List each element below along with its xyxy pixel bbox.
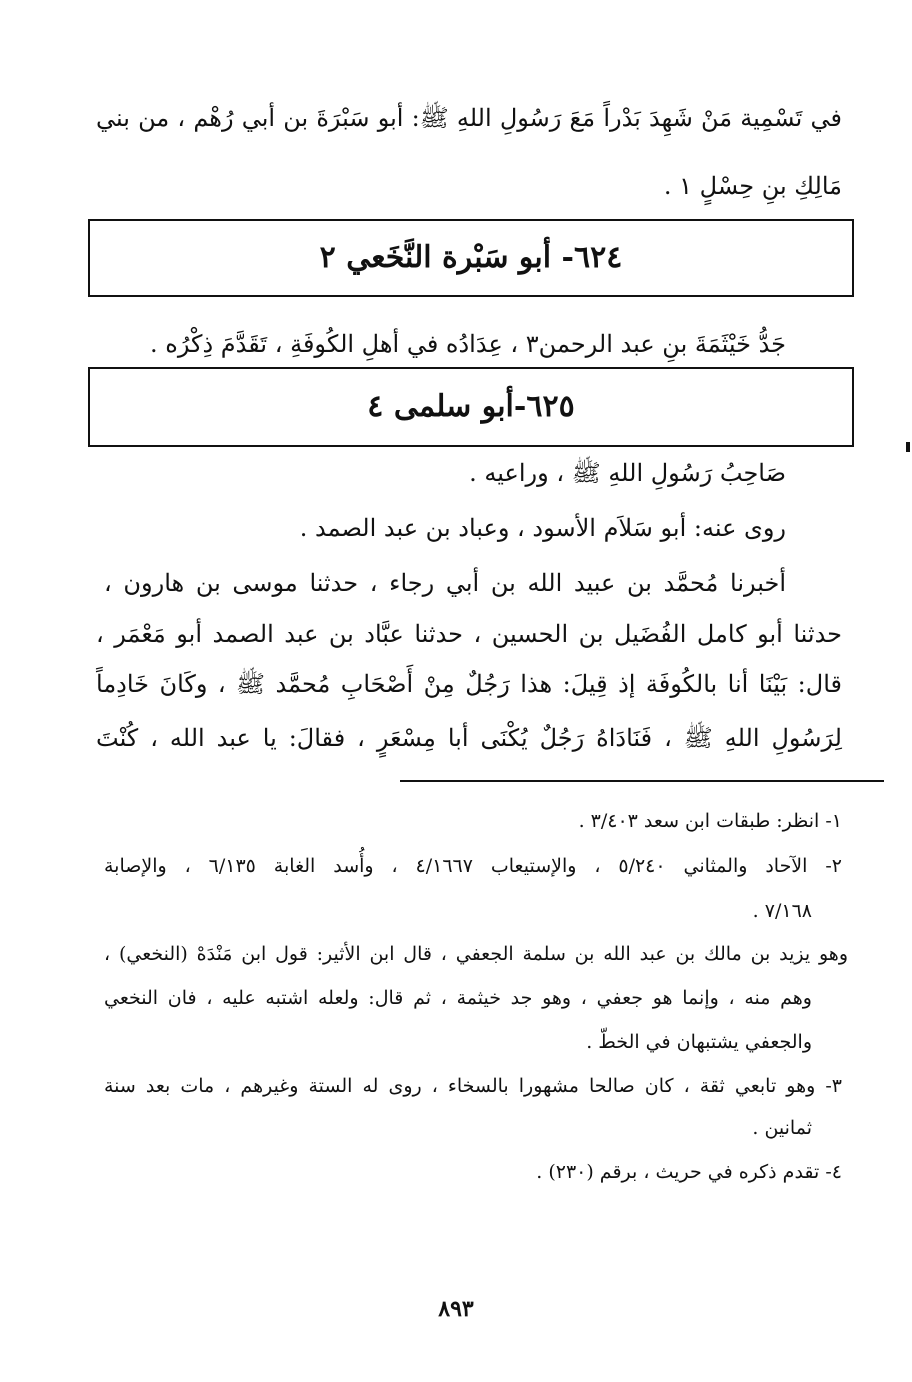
entry-625-line-1: صَاحِبُ رَسُولِ اللهِ ﷺ ، وراعيه .: [469, 459, 786, 487]
entry-625-line-3: أخبرنا مُحمَّد بن عبيد الله بن أبي رجاء ، حدثنا موسى بن هارون ،: [104, 569, 786, 597]
footnote-2-line-4: وهم منه ، وإنما هو جعفي ، وهو جد خيثمة ، ثم قال: ولعله اشتبه عليه ، فان النخعي: [104, 987, 812, 1009]
intro-line-1: في تَسْمِية مَنْ شَهِدَ بَدْراً مَعَ رَسُولِ اللهِ ﷺ: أبو سَبْرَةَ بن أبي رُهْم ، من بني: [96, 104, 842, 132]
entry-625-heading-box: [88, 367, 854, 447]
entry-625-line-6: لِرَسُولِ اللهِ ﷺ ، فَنَادَاهُ رَجُلٌ يُكْنَى أبا مِسْعَرٍ ، فقالَ: يا عبد الله ، كُنْتَ: [96, 724, 842, 752]
entry-624-heading: ٦٢٤- أبو سَبْرة النَّخَعي ٢: [319, 240, 623, 275]
footnote-3-line-2: ثمانين .: [752, 1117, 812, 1139]
entry-624-text: جَدُّ خَيْثَمَةَ بنِ عبد الرحمن٣ ، عِدَادُه في أهلِ الكُوفَةِ ، تَقَدَّمَ ذِكْرُه .: [149, 330, 786, 358]
page-number: ٨٩٣: [438, 1296, 474, 1322]
footnote-1: ١- انظر: طبقات ابن سعد ٣/٤٠٣ .: [578, 810, 842, 832]
footnote-2-line-1: ٢- الآحاد والمثاني ٥/٢٤٠ ، والإستيعاب ٤/١٦٦٧ ، وأُسد الغابة ٦/١٣٥ ، والإصابة: [104, 855, 842, 877]
footnote-2-line-5: والجعفي يشتبهان في الخطّ .: [586, 1031, 812, 1053]
entry-625-heading: ٦٢٥-أبو سلمى ٤: [367, 389, 575, 424]
entry-625-line-4: حدثنا أبو كامل الفُضَيل بن الحسين ، حدثنا عبَّاد بن عبد الصمد أبو مَعْمَر ،: [96, 620, 842, 648]
entry-625-line-2: روى عنه: أبو سَلاَم الأسود ، وعباد بن عبد الصمد .: [299, 514, 786, 542]
intro-line-2: مَالِكِ بنِ حِسْلٍ ١ .: [663, 172, 842, 200]
footnote-2-line-2: ٧/١٦٨ .: [752, 900, 812, 922]
footnote-separator: [400, 780, 884, 782]
footnote-2-line-3: وهو يزيد بن مالك بن عبد الله بن سلمة الجعفي ، قال ابن الأثير: قول ابن مَنْدَهْ (النخعي) ،: [104, 943, 848, 965]
scan-edge-mark: [906, 442, 910, 452]
footnote-3-line-1: ٣- وهو تابعي ثقة ، كان صالحا مشهورا بالسخاء ، روى له الستة وغيرهم ، مات بعد سنة: [104, 1075, 842, 1097]
footnote-4: ٤- تقدم ذكره في حريث ، برقم (٢٣٠) .: [536, 1161, 842, 1183]
entry-624-heading-box: [88, 219, 854, 297]
entry-625-line-5: قال: بَيْنَا أنا بالكُوفَة إذ قِيلَ: هذا رَجُلٌ مِنْ أَصْحَابِ مُحمَّد ﷺ ، وكَانَ خَادِماً: [96, 670, 842, 698]
